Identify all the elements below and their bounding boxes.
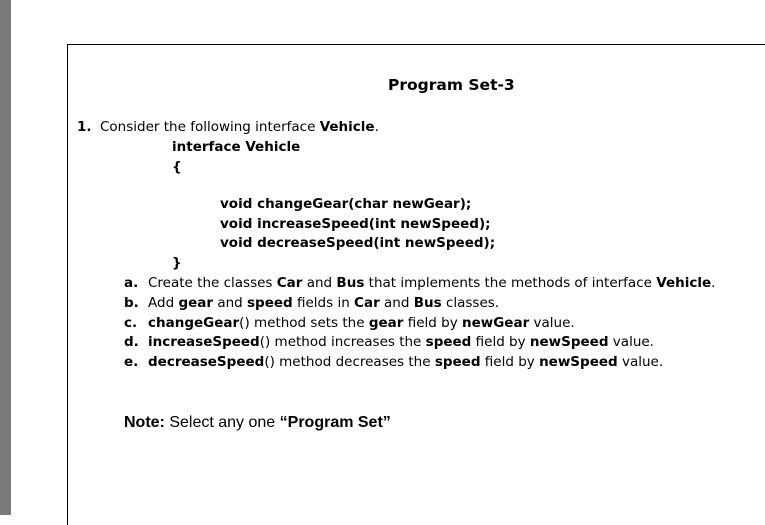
task-text: Create the classes [148,275,277,291]
task-text: newSpeed [529,334,609,350]
task-text: changeGear [148,315,240,331]
task-text: () method sets the [239,315,369,331]
task-text: speed [247,295,293,311]
page-title: Program Set-3 [388,76,515,94]
task-text: gear [178,295,214,311]
task-item [148,315,575,331]
code-close-brace: } [172,255,182,271]
task-text: gear [368,315,404,331]
question-intro [100,119,379,135]
intro-text: Consider the following interface [100,119,316,135]
task-letter: a. [124,275,139,291]
task-text: decreaseSpeed [148,354,265,370]
code-method-change-gear: void changeGear(char newGear); [220,196,472,212]
task-item [148,275,715,291]
note-text: Select any one [164,414,280,431]
code-interface-line: interface Vehicle [172,139,301,155]
task-text: speed [434,354,481,370]
task-text: () method increases the [259,334,426,350]
task-text: field by [403,315,462,331]
task-text: and [379,295,414,311]
task-item [148,354,663,370]
task-text: () method decreases the [264,354,435,370]
task-text: Vehicle [656,275,712,291]
task-text: field by [480,354,540,370]
note-program-set: “Program Set” [279,414,391,431]
task-item [148,334,654,350]
intro-period: . [374,119,379,135]
task-letter: d. [124,334,139,350]
task-letter: c. [124,315,138,331]
task-text: Car [276,275,303,291]
code-method-decrease-speed: void decreaseSpeed(int newSpeed); [220,235,496,251]
task-text: that implements the methods of interface [364,275,657,291]
note-line [124,415,391,431]
note-label: Note: [124,414,165,431]
task-text: newGear [461,315,530,331]
task-text: Add [148,295,179,311]
code-method-increase-speed: void increaseSpeed(int newSpeed); [220,216,491,232]
intro-interface-name: Vehicle [319,119,375,135]
task-text: value. [617,354,664,370]
task-text: and [213,295,248,311]
code-open-brace: { [172,159,182,175]
task-text: . [711,275,716,291]
task-text: value. [529,315,575,331]
task-text: classes. [441,295,500,311]
task-text: value. [608,334,654,350]
task-text: Bus [336,275,365,291]
task-text: Car [354,295,380,311]
task-letter: e. [124,354,139,370]
question-number: 1. [77,119,92,135]
task-text: newSpeed [539,354,618,370]
left-margin-bar [0,0,11,515]
task-text: Bus [413,295,442,311]
task-text: fields in [292,295,355,311]
task-text: field by [471,334,530,350]
task-text: and [302,275,337,291]
task-text: increaseSpeed [148,334,260,350]
task-letter: b. [124,295,139,311]
task-item [148,295,499,311]
task-text: speed [425,334,472,350]
